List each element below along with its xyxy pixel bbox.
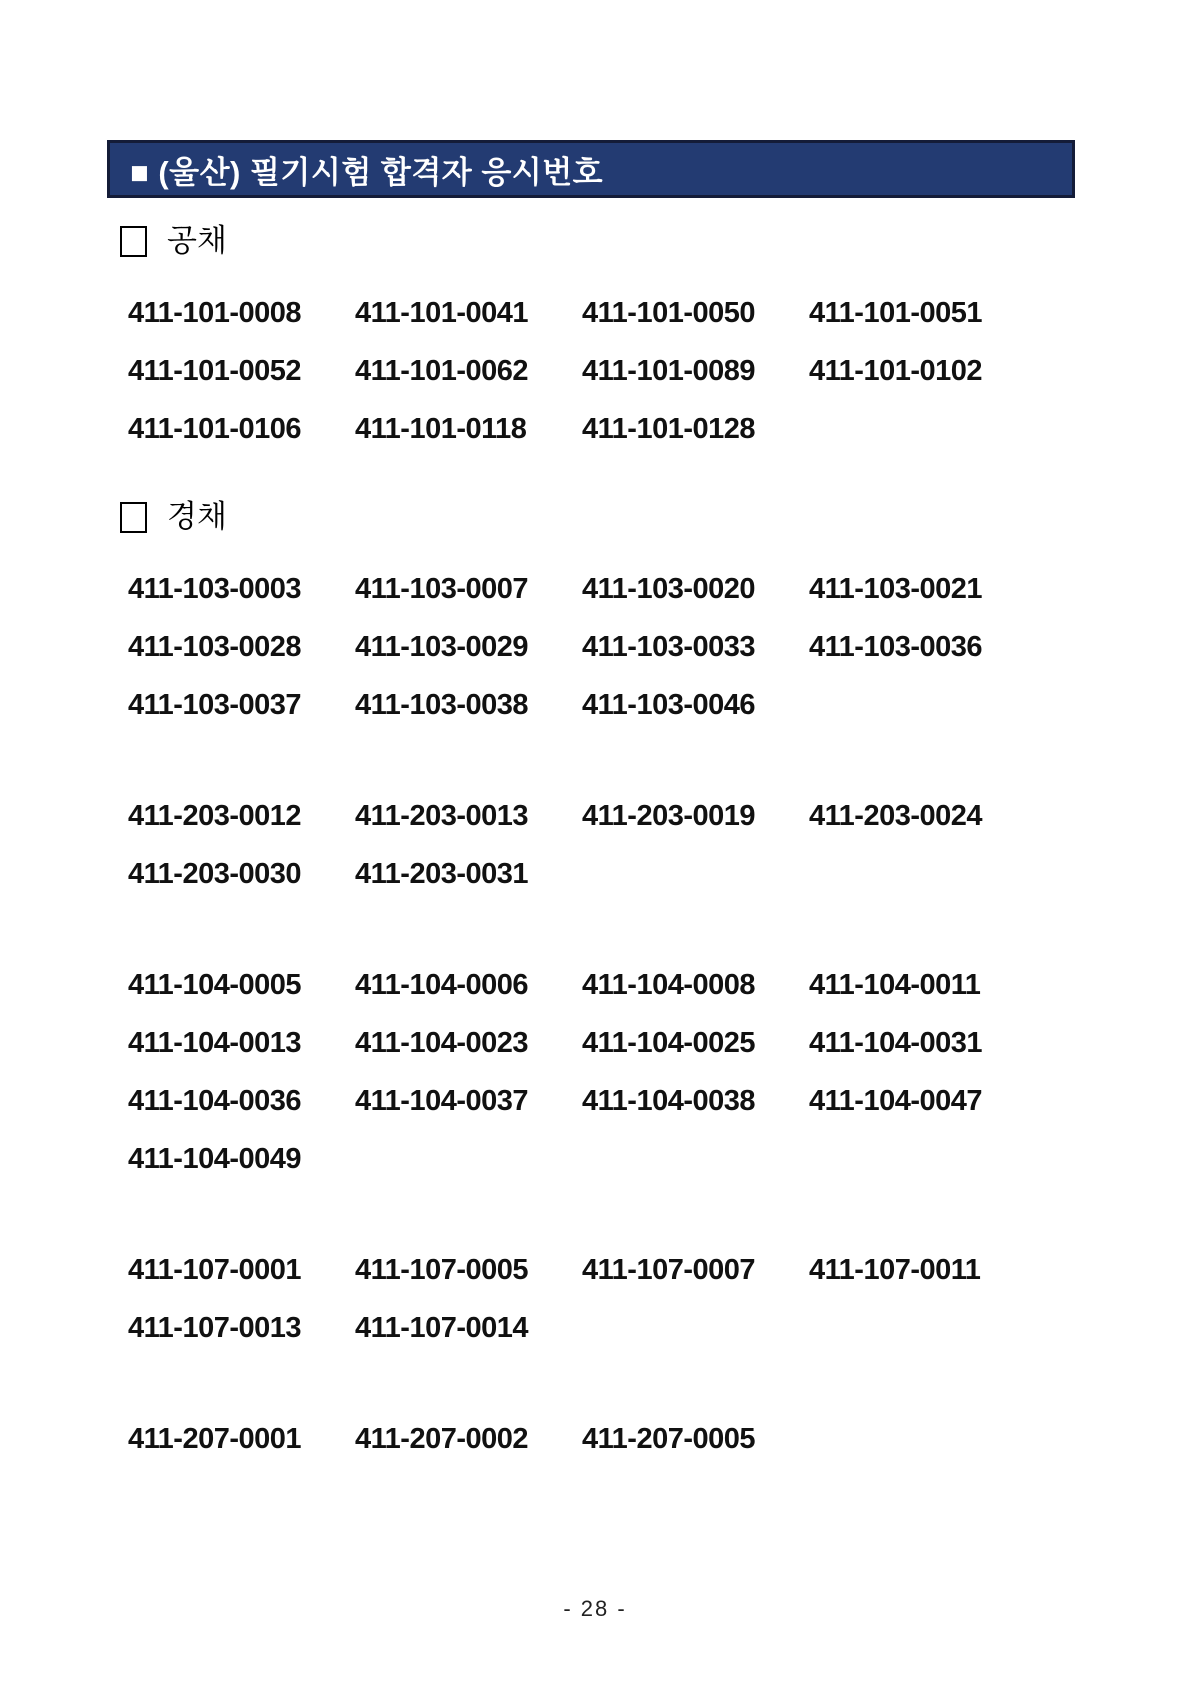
exam-number: 411-101-0128 (582, 413, 755, 445)
exam-number: 411-207-0001 (128, 1423, 301, 1455)
exam-number: 411-104-0037 (355, 1085, 528, 1117)
section-label (120, 224, 1190, 258)
exam-number: 411-101-0051 (809, 297, 982, 329)
exam-number: 411-103-0007 (355, 573, 528, 605)
exam-number: 411-104-0049 (128, 1143, 301, 1175)
exam-number: 411-104-0038 (582, 1085, 755, 1117)
exam-number: 411-104-0008 (582, 969, 755, 1001)
exam-number: 411-103-0033 (582, 631, 755, 663)
exam-number: 411-203-0030 (128, 858, 301, 890)
exam-number: 411-107-0007 (582, 1254, 755, 1286)
exam-number: 411-104-0047 (809, 1085, 982, 1117)
exam-number: 411-207-0005 (582, 1423, 755, 1455)
checkbox-icon (120, 226, 147, 257)
exam-number: 411-103-0036 (809, 631, 982, 663)
section-label-text: 경채 (167, 499, 227, 534)
exam-number: 411-104-0025 (582, 1027, 755, 1059)
exam-number: 411-107-0013 (128, 1312, 301, 1344)
section-label-text: 공채 (167, 223, 227, 258)
exam-number: 411-103-0028 (128, 631, 301, 663)
exam-number: 411-101-0008 (128, 297, 301, 329)
section-label (120, 500, 1190, 534)
page-number: - 28 - (563, 1596, 627, 1621)
number-group (128, 1424, 1190, 1455)
exam-number: 411-103-0029 (355, 631, 528, 663)
exam-number: 411-104-0005 (128, 969, 301, 1001)
exam-number: 411-104-0036 (128, 1085, 301, 1117)
exam-number: 411-203-0031 (355, 858, 528, 890)
exam-number: 411-101-0089 (582, 355, 755, 387)
exam-number: 411-104-0023 (355, 1027, 528, 1059)
exam-number: 411-103-0020 (582, 573, 755, 605)
section-header-bar (107, 140, 1075, 198)
number-group (128, 970, 1190, 1175)
exam-number: 411-104-0031 (809, 1027, 982, 1059)
exam-number: 411-103-0003 (128, 573, 301, 605)
exam-number: 411-101-0118 (355, 413, 527, 445)
exam-number: 411-103-0046 (582, 689, 755, 721)
exam-number: 411-203-0013 (355, 800, 528, 832)
number-group (128, 298, 1190, 445)
exam-number: 411-203-0012 (128, 800, 301, 832)
exam-number: 411-101-0062 (355, 355, 528, 387)
exam-number: 411-101-0041 (355, 297, 528, 329)
exam-number: 411-107-0011 (809, 1254, 981, 1286)
number-group (128, 1255, 1190, 1344)
exam-number: 411-104-0006 (355, 969, 528, 1001)
exam-number: 411-104-0013 (128, 1027, 301, 1059)
number-group (128, 574, 1190, 721)
sections (0, 224, 1190, 1455)
exam-number: 411-107-0001 (128, 1254, 301, 1286)
exam-number: 411-203-0024 (809, 800, 982, 832)
exam-number: 411-203-0019 (582, 800, 755, 832)
exam-number: 411-101-0106 (128, 413, 301, 445)
exam-number: 411-107-0014 (355, 1312, 528, 1344)
exam-number: 411-101-0052 (128, 355, 301, 387)
checkbox-icon (120, 502, 147, 533)
exam-number: 411-104-0011 (809, 969, 981, 1001)
exam-number: 411-101-0050 (582, 297, 755, 329)
exam-number: 411-101-0102 (809, 355, 982, 387)
page-title: ■ (울산) 필기시험 합격자 응시번호 (130, 154, 604, 190)
exam-number: 411-207-0002 (355, 1423, 528, 1455)
exam-number: 411-103-0038 (355, 689, 528, 721)
exam-number: 411-103-0021 (809, 573, 982, 605)
number-group (128, 801, 1190, 890)
exam-number: 411-103-0037 (128, 689, 301, 721)
exam-number: 411-107-0005 (355, 1254, 528, 1286)
